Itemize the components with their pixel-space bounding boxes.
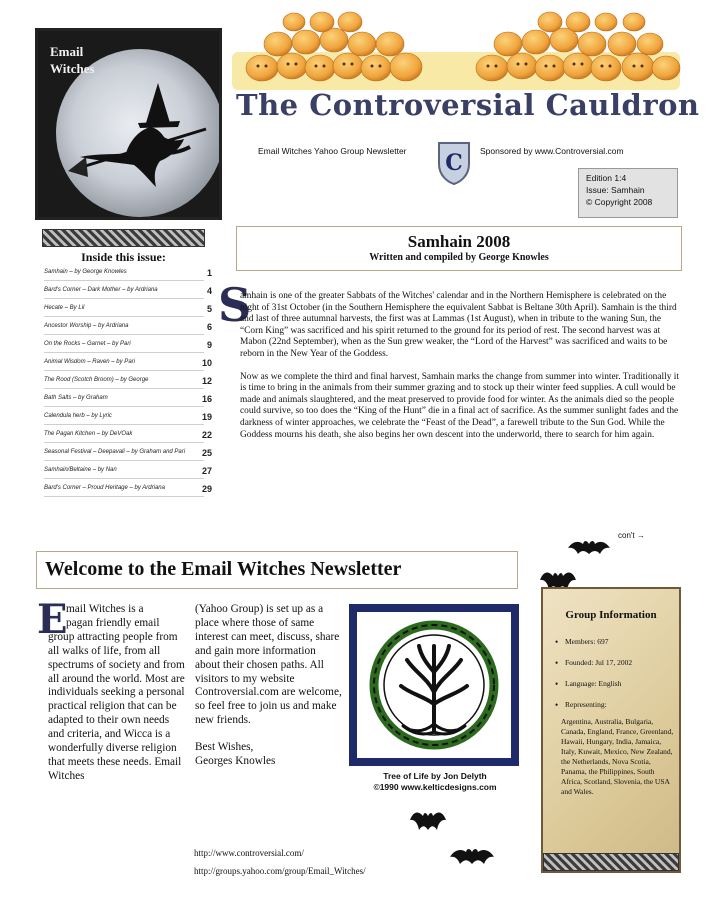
edition-box xyxy=(578,168,678,218)
group-info-title: Group Information xyxy=(565,609,657,621)
group-language: • Language: English xyxy=(553,679,677,689)
table-of-contents xyxy=(44,268,212,502)
group-info-list xyxy=(553,637,677,721)
yahoo-group-link[interactable]: http://groups.yahoo.com/group/Email_Witches/ xyxy=(194,866,366,876)
sponsor-line: Sponsored by www.Controversial.com xyxy=(480,146,624,156)
contents-item: Ancestor Worship – by Ardriana 6 xyxy=(44,322,204,335)
contents-item: Seasonal Festival – Deepavali – by Graham and Pari 25 xyxy=(44,448,204,461)
article-paragraph: amhain is one of the greater Sabbats of the Witches' calendar and in the Northern Hemisphere is celebrated on the night of 31st October (in the Southern Hemisphere the equivalent Sabbat is Beltane 30th April). Samhain is the third and last of three autumnal harvests, the first was at Lammas (1st August), when in tribute to the waning Sun, the “Corn King” was sacrificed and his spirit returned to the ground for its period of rest. The second harvest was at Mabon (22nd September), when as the Sun grew weaker, the “Lord of the Harvest” was sacrificed and waits to be reborn in the New Year of the Goddess. xyxy=(240,291,677,359)
contents-item: Animal Wisdom – Raven – by Pari 10 xyxy=(44,358,204,371)
welcome-heading-box xyxy=(36,551,518,589)
newsletter-subtitle: Email Witches Yahoo Group Newsletter xyxy=(258,146,407,156)
contents-item: On the Rocks – Garnet – by Pari 9 xyxy=(44,340,204,353)
welcome-dropcap: E xyxy=(37,596,68,643)
website-link[interactable]: http://www.controversial.com/ xyxy=(194,848,304,858)
svg-text:C: C xyxy=(445,150,463,176)
contents-item: Bard's Corner – Dark Mother – by Ardriana 4 xyxy=(44,286,204,299)
signoff: Best Wishes, xyxy=(195,741,254,754)
bat-icon xyxy=(568,538,610,558)
contents-item: Samhain/Beltaine – by Nan 27 xyxy=(44,466,204,479)
welcome-title: Welcome to the Email Witches Newsletter xyxy=(45,558,402,580)
bat-icon xyxy=(450,846,494,868)
article-dropcap: S xyxy=(218,278,252,332)
article-body xyxy=(240,291,682,452)
welcome-column-2: (Yahoo Group) is set up as a place where those of same interest can meet, discuss, share and gain more information about their chosen paths. All visitors to my website Controversial.com are welcome, so feel free to join us and make new friends. Best Wishes, Georges Knowles xyxy=(195,603,342,768)
contents-item: Samhain – by George Knowles 1 xyxy=(44,268,204,281)
tree-of-life-image xyxy=(349,604,519,766)
article-byline: Written and compiled by George Knowles xyxy=(369,252,549,263)
contents-item: The Pagan Kitchen – by DeVOak 22 xyxy=(44,430,204,443)
contents-item: Bath Salts – by Graham 16 xyxy=(44,394,204,407)
controversial-shield-icon xyxy=(436,140,472,186)
issue-name: Issue: Samhain xyxy=(586,185,645,195)
welcome-column-1: mail Witches is a pagan friendly email group attracting people from all walks of life, from all spectrums of society and from all around the world. Most are individuals seeking a personal practical religion that can be adapted to their own needs and criteria, and Wicca is a wonderfully diverse religion that meets these needs. Email Witches xyxy=(48,603,185,782)
signature: Georges Knowles xyxy=(195,755,276,768)
bat-icon xyxy=(410,804,446,834)
tree-of-life-icon xyxy=(357,612,511,758)
newsletter-title: The Controversial Cauldron xyxy=(236,88,700,122)
group-members: • Members: 697 xyxy=(553,637,677,647)
witch-moon-image xyxy=(35,28,222,220)
article-paragraph: Now as we complete the third and final harvest, Samhain marks the change from summer into winter. Traditionally it is time to bring in the animals from their summer grazing and to stock up their winter feed supplies. A cull would be made and animals slaughtered, and the meat preserved to provide food for winter. As the animals died so the people could survive, so too does the “King of the Hunt” die in a final act of sacrifice. As the summer sunlight fades and the darkness of winter approaches, we celebrate the “Feast of the Dead”, a farewell tribute to the Sun God. While the Goddess mourns his death, she also begins her own descent into the underworld, there to search for him again. xyxy=(240,371,679,440)
contents-item: Calendula herb – by Lyric 19 xyxy=(44,412,204,425)
tree-caption: Tree of Life by Jon Delyth ©1990 www.kelticdesigns.com xyxy=(373,771,497,792)
copyright-notice: © Copyright 2008 xyxy=(586,197,653,207)
contents-item: Hecate – By Lil 5 xyxy=(44,304,204,317)
edition-number: Edition 1:4 xyxy=(586,173,627,183)
celtic-knot-divider xyxy=(543,853,679,871)
group-information-panel xyxy=(541,587,681,873)
contents-item: Bard's Corner – Proud Heritage – by Ardriana 29 xyxy=(44,484,204,497)
article-heading-box xyxy=(236,226,682,271)
pumpkin-row-icon xyxy=(230,10,682,88)
group-representing: • Representing: xyxy=(553,700,677,710)
article-title: Samhain 2008 xyxy=(407,232,511,251)
contents-title: Inside this issue: xyxy=(81,250,166,264)
celtic-knot-divider xyxy=(42,229,205,247)
group-founded: • Founded: Jul 17, 2002 xyxy=(553,658,677,668)
contents-item: The Rood (Scotch Broom) – by George 12 xyxy=(44,376,204,389)
group-countries: Argentina, Australia, Bulgaria, Canada, England, France, Greenland, Hawaii, Hungary, India, Jamaica, Italy, Kuwait, Mexico, New Zealand, the Netherlands, Nova Scotia, Panama, the Philippines, South Africa, Scotland, Slovenia, the USA and Wales. xyxy=(561,717,674,796)
email-witches-badge-text: Email Witches xyxy=(50,44,95,76)
continued-marker: con't → xyxy=(618,531,645,540)
